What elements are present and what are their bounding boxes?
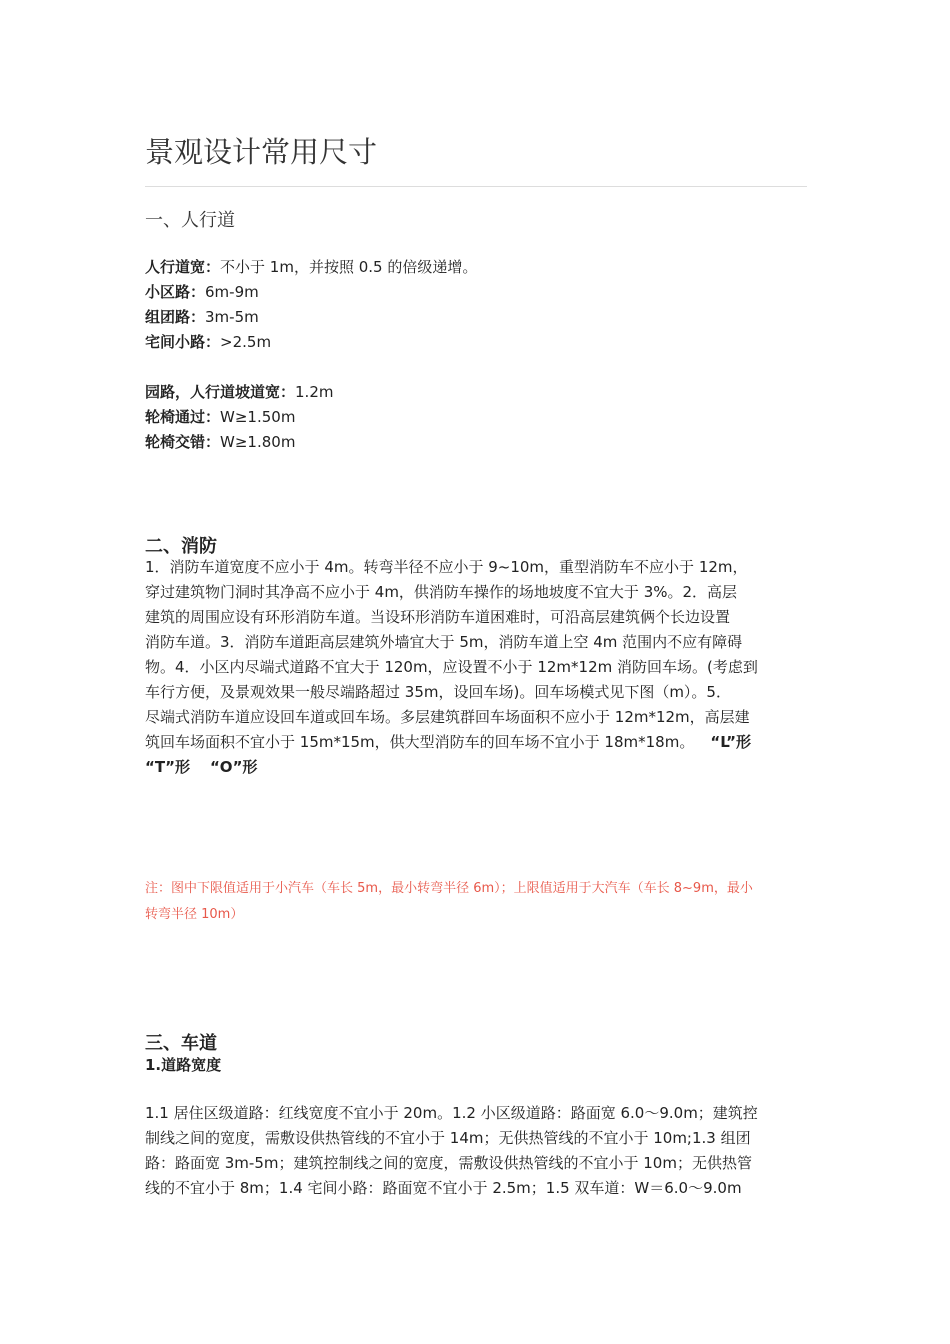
paragraph-line — [145, 730, 807, 755]
list-item — [145, 255, 807, 280]
item-value: 1.2m — [295, 383, 334, 401]
item-label: 轮椅交错： — [145, 433, 221, 451]
paragraph-line: 物。4．小区内尽端式道路不宜大于 120m，应设置不小于 12m*12m 消防回车场。(考虑到 — [145, 658, 758, 676]
item-value: >2.5m — [220, 333, 272, 351]
paragraph-line: 线的不宜小于 8m；1.4 宅间小路：路面宽不宜小于 2.5m；1.5 双车道：W＝6.0～9.0m — [145, 1179, 742, 1197]
item-label: 宅间小路： — [145, 333, 221, 351]
paragraph-line — [145, 755, 807, 780]
paragraph-line: 路：路面宽 3m-5m；建筑控制线之间的宽度，需敷设供热管线的不宜小于 10m；无供热管 — [145, 1154, 752, 1172]
section-heading-road: 三、车道 — [145, 1033, 217, 1054]
item-value: 不小于 1m，并按照 0.5 的倍级递增。 — [220, 258, 478, 276]
list-item — [145, 305, 807, 330]
note-line: 注：图中下限值适用于小汽车（车长 5m，最小转弯半径 6m）；上限值适用于大汽车（车长 8~9m，最小 — [145, 881, 753, 896]
section-heading-pedestrian: 一、人行道 — [145, 210, 235, 231]
paragraph-text: 筑回车场面积不宜小于 15m*15m，供大型消防车的回车场不宜小于 18m*18m。 — [145, 733, 695, 751]
list-item — [145, 405, 807, 430]
paragraph-line: 消防车道。3．消防车道距高层建筑外墙宜大于 5m，消防车道上空 4m 范围内不应有障碍 — [145, 633, 743, 651]
road-paragraph — [145, 1101, 807, 1201]
item-label: 人行道宽： — [145, 258, 221, 276]
list-item — [145, 430, 807, 455]
paragraph-line: 1.1 居住区级道路：红线宽度不宜小于 20m。1.2 小区级道路：路面宽 6.0～9.0m；建筑控 — [145, 1104, 758, 1122]
shape-label-l: “L”形 — [710, 733, 752, 751]
fire-note — [145, 876, 807, 928]
shape-label-o: “O”形 — [209, 758, 258, 776]
pedestrian-list-2 — [145, 380, 807, 455]
paragraph-line: 1．消防车道宽度不应小于 4m。转弯半径不应小于 9~10m，重型消防车不应小于 12m， — [145, 558, 748, 576]
title-divider — [145, 186, 807, 187]
item-value: W≥1.80m — [220, 433, 296, 451]
paragraph-line: 建筑的周围应设有环形消防车道。当设环形消防车道困难时，可沿高层建筑俩个长边设置 — [145, 608, 731, 626]
road-subheading: 1.道路宽度 — [145, 1056, 222, 1074]
list-item — [145, 280, 807, 305]
paragraph-line: 穿过建筑物门洞时其净高不应小于 4m，供消防车操作的场地坡度不宜大于 3%。2．高层 — [145, 583, 738, 601]
item-label: 组团路： — [145, 308, 206, 326]
item-label: 轮椅通过： — [145, 408, 221, 426]
pedestrian-list — [145, 255, 807, 355]
note-line: 转弯半径 10m） — [145, 907, 244, 922]
fire-paragraph — [145, 555, 807, 780]
item-label: 园路，人行道坡道宽： — [145, 383, 296, 401]
paragraph-line: 尽端式消防车道应设回车道或回车场。多层建筑群回车场面积不应小于 12m*12m，高层建 — [145, 708, 750, 726]
paragraph-line: 制线之间的宽度，需敷设供热管线的不宜小于 14m；无供热管线的不宜小于 10m;1.3 组团 — [145, 1129, 751, 1147]
item-value: W≥1.50m — [220, 408, 296, 426]
item-value: 3m-5m — [205, 308, 259, 326]
list-item — [145, 380, 807, 405]
section-heading-fire: 二、消防 — [145, 536, 217, 557]
paragraph-line: 车行方便，及景观效果一般尽端路超过 35m，设回车场)。回车场模式见下图（m）。5． — [145, 683, 731, 701]
page-title: 景观设计常用尺寸 — [145, 135, 378, 169]
list-item — [145, 330, 807, 355]
item-value: 6m-9m — [205, 283, 259, 301]
shape-label-t: “T”形 — [145, 758, 190, 776]
item-label: 小区路： — [145, 283, 206, 301]
